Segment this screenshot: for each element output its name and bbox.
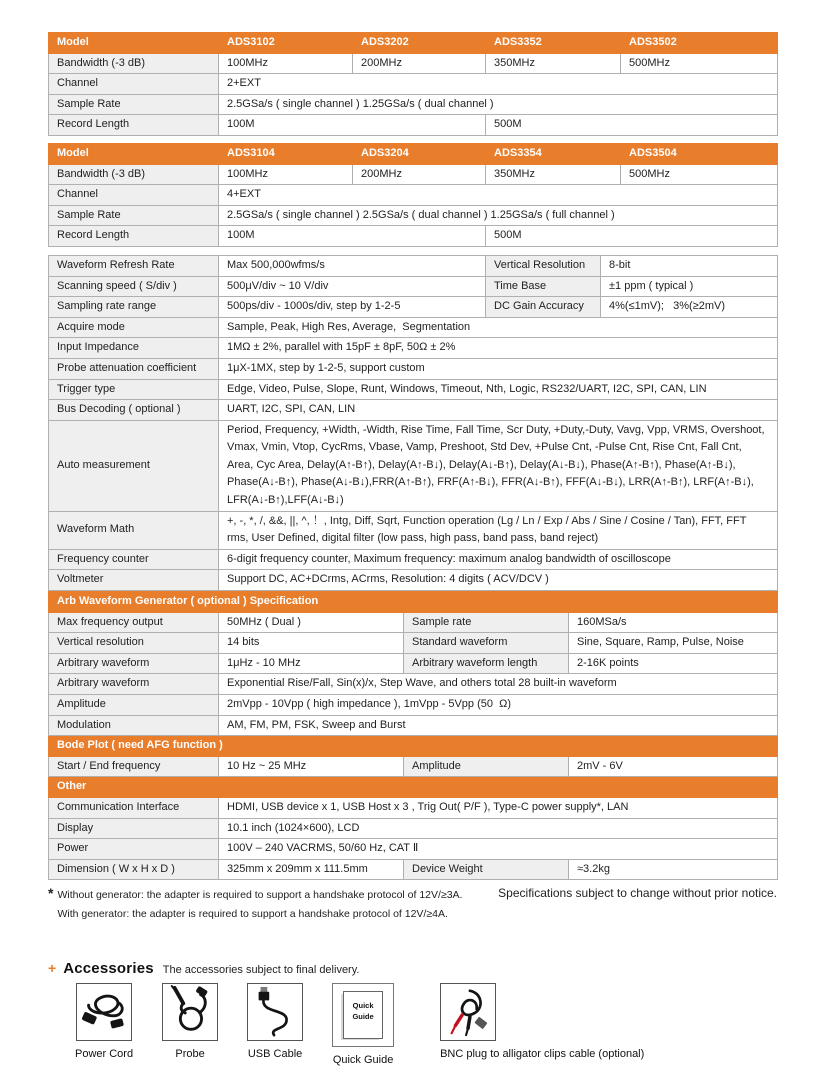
spec-value: ±1 ppm ( typical ) (601, 276, 778, 297)
spec-label: Sampling rate range (49, 297, 219, 318)
spec-label: Sample Rate (49, 205, 219, 226)
col-header-ads3352: ADS3352 (486, 33, 621, 54)
table-row (49, 205, 778, 226)
table-row (49, 695, 778, 716)
spec-value: 2mVpp - 10Vpp ( high impedance ), 1mVpp - 5Vpp (50 Ω) (219, 695, 778, 716)
probe-icon (162, 983, 218, 1041)
table-row (49, 715, 778, 736)
accessory-label: BNC plug to alligator clips cable (optional) (440, 1048, 645, 1061)
spec-value: 200MHz (353, 53, 486, 74)
col-header-ads3202: ADS3202 (353, 33, 486, 54)
spec-value: Sine, Square, Ramp, Pulse, Noise (569, 633, 778, 654)
accessories-title: Accessories (63, 960, 154, 978)
spec-value: Max 500,000wfms/s (219, 255, 486, 276)
section-title: Bode Plot ( need AFG function ) (49, 736, 778, 757)
spec-value: 10 Hz ~ 25 MHz (219, 756, 404, 777)
accessory-probe (162, 983, 218, 1060)
spec-label: Voltmeter (49, 570, 219, 591)
spec-value: AM, FM, PM, FSK, Sweep and Burst (219, 715, 778, 736)
table-row (49, 859, 778, 880)
section-header-awg (49, 592, 778, 613)
col-header-ads3204: ADS3204 (353, 143, 486, 164)
spec-value: Support DC, AC+DCrms, ACrms, Resolution: 4 digits ( ACV/DCV ) (219, 570, 778, 591)
section-title: Other (49, 777, 778, 798)
spec-value: 100V – 240 VACRMS, 50/60 Hz, CAT Ⅱ (219, 839, 778, 860)
section-title: Arb Waveform Generator ( optional ) Specification (49, 592, 778, 613)
table-row (49, 549, 778, 570)
footnote-asterisk: * (48, 885, 54, 902)
quick-guide-icon (332, 983, 394, 1047)
spec-value: 350MHz (486, 164, 621, 185)
table-row (49, 511, 778, 549)
power-cord-icon (76, 983, 132, 1041)
table-row (49, 358, 778, 379)
spec-value: 1μX-1MX, step by 1-2-5, support custom (219, 358, 778, 379)
spec-label: Arbitrary waveform length (404, 653, 569, 674)
spec-label: Auto measurement (49, 420, 219, 511)
accessory-bnc-cable (440, 983, 644, 1060)
col-header-ads3354: ADS3354 (486, 143, 621, 164)
spec-value: 14 bits (219, 633, 404, 654)
spec-label: Time Base (486, 276, 601, 297)
spec-value: +, -, *, /, &&, ||, ^, ！, Intg, Diff, Sqrt, Function operation (Lg / Ln / Exp / Abs / Sine / Cosine / Tan), FFT, FFT rms, User Defined, digital filter (low pass, high pass, band pass, band reject) (219, 511, 778, 549)
spec-label: Waveform Refresh Rate (49, 255, 219, 276)
spec-value: 2.5GSa/s ( single channel ) 2.5GSa/s ( dual channel ) 1.25GSa/s ( full channel ) (219, 205, 778, 226)
accessories-section (48, 960, 777, 1066)
col-header-model: Model (49, 143, 219, 164)
spec-value: 500M (486, 226, 778, 247)
spec-label: Scanning speed ( S/div ) (49, 276, 219, 297)
col-header-ads3102: ADS3102 (219, 33, 353, 54)
spec-value: 10.1 inch (1024×600), LCD (219, 818, 778, 839)
table-row (49, 400, 778, 421)
usb-cable-icon (247, 983, 303, 1041)
spec-value: Edge, Video, Pulse, Slope, Runt, Windows, Timeout, Nth, Logic, RS232/UART, I2C, SPI, CAN, LIN (219, 379, 778, 400)
table-row (49, 818, 778, 839)
model-table-2ch (48, 32, 778, 136)
spec-value: 4%(≤1mV); 3%(≥2mV) (601, 297, 778, 318)
footnote-line2: With generator: the adapter is required to support a handshake protocol of 12V/≥4A. (57, 908, 448, 921)
spec-value: 2+EXT (219, 74, 778, 95)
spec-label: Acquire mode (49, 317, 219, 338)
spec-value: Sample, Peak, High Res, Average, Segmentation (219, 317, 778, 338)
accessories-subtitle: The accessories subject to final delivery. (162, 964, 360, 977)
spec-label: Frequency counter (49, 549, 219, 570)
spec-value: 325mm x 209mm x 111.5mm (219, 859, 404, 880)
model-header-row (49, 33, 778, 54)
bnc-clips-cable-icon (440, 983, 496, 1041)
footnote-line1: Without generator: the adapter is required to support a handshake protocol of 12V/≥3A. (57, 889, 463, 902)
table-row (49, 317, 778, 338)
spec-label: Sample rate (404, 612, 569, 633)
col-header-model: Model (49, 33, 219, 54)
table-row (49, 276, 778, 297)
section-header-bode (49, 736, 778, 757)
spec-value: 6-digit frequency counter, Maximum frequency: maximum analog bandwidth of oscilloscope (219, 549, 778, 570)
spec-value: 1μHz - 10 MHz (219, 653, 404, 674)
divider (48, 247, 777, 255)
table-row (49, 839, 778, 860)
table-row (49, 185, 778, 206)
spec-label: Standard waveform (404, 633, 569, 654)
awg-bode-other-table (48, 591, 778, 880)
accessory-power-cord (75, 983, 133, 1060)
table-row (49, 379, 778, 400)
spec-label: Channel (49, 185, 219, 206)
spec-label: Display (49, 818, 219, 839)
spec-label: Record Length (49, 115, 219, 136)
divider (48, 136, 777, 143)
spec-label: Waveform Math (49, 511, 219, 549)
spec-value: 100M (219, 226, 486, 247)
model-table-4ch (48, 143, 778, 247)
spec-value: 4+EXT (219, 185, 778, 206)
spec-label: Sample Rate (49, 94, 219, 115)
spec-value: 350MHz (486, 53, 621, 74)
spec-value: 500ps/div - 1000s/div, step by 1-2-5 (219, 297, 486, 318)
spec-label: DC Gain Accuracy (486, 297, 601, 318)
spec-value: 500MHz (621, 164, 778, 185)
spec-value: 1MΩ ± 2%, parallel with 15pF ± 8pF, 50Ω ± 2% (219, 338, 778, 359)
spec-label: Input Impedance (49, 338, 219, 359)
spec-label: Bandwidth (-3 dB) (49, 164, 219, 185)
table-row (49, 674, 778, 695)
spec-label: Bus Decoding ( optional ) (49, 400, 219, 421)
spec-label: Channel (49, 74, 219, 95)
spec-label: Amplitude (49, 695, 219, 716)
spec-label: Probe attenuation coefficient (49, 358, 219, 379)
table-row (49, 756, 778, 777)
spec-label: Bandwidth (-3 dB) (49, 53, 219, 74)
table-row (49, 164, 778, 185)
quick-guide-cover-text: Quick Guide (352, 1001, 374, 1022)
spec-value: 500MHz (621, 53, 778, 74)
spec-value: Exponential Rise/Fall, Sin(x)/x, Step Wave, and others total 28 built-in waveform (219, 674, 778, 695)
spec-label: Modulation (49, 715, 219, 736)
table-row (49, 226, 778, 247)
accessory-label: Quick Guide (332, 1054, 394, 1066)
spec-label: Arbitrary waveform (49, 653, 219, 674)
table-row (49, 74, 778, 95)
accessory-quick-guide (332, 983, 394, 1066)
spec-label: Vertical resolution (49, 633, 219, 654)
spec-value: 500μV/div ~ 10 V/div (219, 276, 486, 297)
col-header-ads3104: ADS3104 (219, 143, 353, 164)
spec-label: Amplitude (404, 756, 569, 777)
table-row (49, 797, 778, 818)
table-row (49, 255, 778, 276)
spec-value: UART, I2C, SPI, CAN, LIN (219, 400, 778, 421)
table-row (49, 297, 778, 318)
table-row (49, 94, 778, 115)
spec-label: Max frequency output (49, 612, 219, 633)
spec-label: Power (49, 839, 219, 860)
table-row (49, 570, 778, 591)
spec-value: HDMI, USB device x 1, USB Host x 3 , Trig Out( P/F ), Type-C power supply*, LAN (219, 797, 778, 818)
accessory-usb-cable (247, 983, 303, 1060)
model-header-row (49, 143, 778, 164)
spec-label: Start / End frequency (49, 756, 219, 777)
spec-value: 500M (486, 115, 778, 136)
spec-value: 2.5GSa/s ( single channel ) 1.25GSa/s ( dual channel ) (219, 94, 778, 115)
plus-icon: + (48, 960, 57, 977)
spec-label: Device Weight (404, 859, 569, 880)
table-row (49, 420, 778, 511)
table-row (49, 612, 778, 633)
spec-sheet (48, 32, 777, 1066)
spec-label: Dimension ( W x H x D ) (49, 859, 219, 880)
spec-value: 160MSa/s (569, 612, 778, 633)
table-row (49, 53, 778, 74)
spec-value: 200MHz (353, 164, 486, 185)
table-row (49, 633, 778, 654)
spec-value: Period, Frequency, +Width, -Width, Rise Time, Fall Time, Scr Duty, +Duty,-Duty, Vavg, Vpp, VRMS, Overshoot, Vmax, Vmin, Vtop, CycRms, Vbase, Vamp, Preshoot, Std Dev, +Pulse Cnt, -Pulse Cnt, Rise Cnt, Fall Cnt, Area, Cyc Area, Delay(A↑-B↑), Delay(A↑-B↓), Delay(A↓-B↑), Delay(A↓-B↓), Phase(A↑-B↑), Phase(A↑-B↓), Phase(A↓-B↑), Phase(A↓-B↓),FRR(A↑-B↑), FRF(A↑-B↓), FFR(A↓-B↑), FFF(A↓-B↓), LRR(A↑-B↑), LRF(A↑-B↓), LFR(A↓-B↑),LFF(A↓-B↓) (219, 420, 778, 511)
section-header-other (49, 777, 778, 798)
table-row (49, 338, 778, 359)
footnote-notice: Specifications subject to change without prior notice. (498, 886, 777, 901)
spec-value: 100MHz (219, 164, 353, 185)
accessory-label: USB Cable (247, 1048, 303, 1061)
spec-value: 100MHz (219, 53, 353, 74)
spec-label: Communication Interface (49, 797, 219, 818)
spec-value: 2-16K points (569, 653, 778, 674)
table-row (49, 115, 778, 136)
footnote (48, 886, 777, 924)
spec-value: 2mV - 6V (569, 756, 778, 777)
col-header-ads3504: ADS3504 (621, 143, 778, 164)
spec-label: Arbitrary waveform (49, 674, 219, 695)
col-header-ads3502: ADS3502 (621, 33, 778, 54)
accessory-label: Power Cord (75, 1048, 134, 1061)
spec-value: 8-bit (601, 255, 778, 276)
spec-label: Record Length (49, 226, 219, 247)
accessory-label: Probe (175, 1048, 205, 1061)
spec-value: 50MHz ( Dual ) (219, 612, 404, 633)
spec-value: 100M (219, 115, 486, 136)
general-spec-table (48, 255, 778, 591)
spec-label: Vertical Resolution (486, 255, 601, 276)
table-row (49, 653, 778, 674)
spec-value: ≈3.2kg (569, 859, 778, 880)
spec-label: Trigger type (49, 379, 219, 400)
